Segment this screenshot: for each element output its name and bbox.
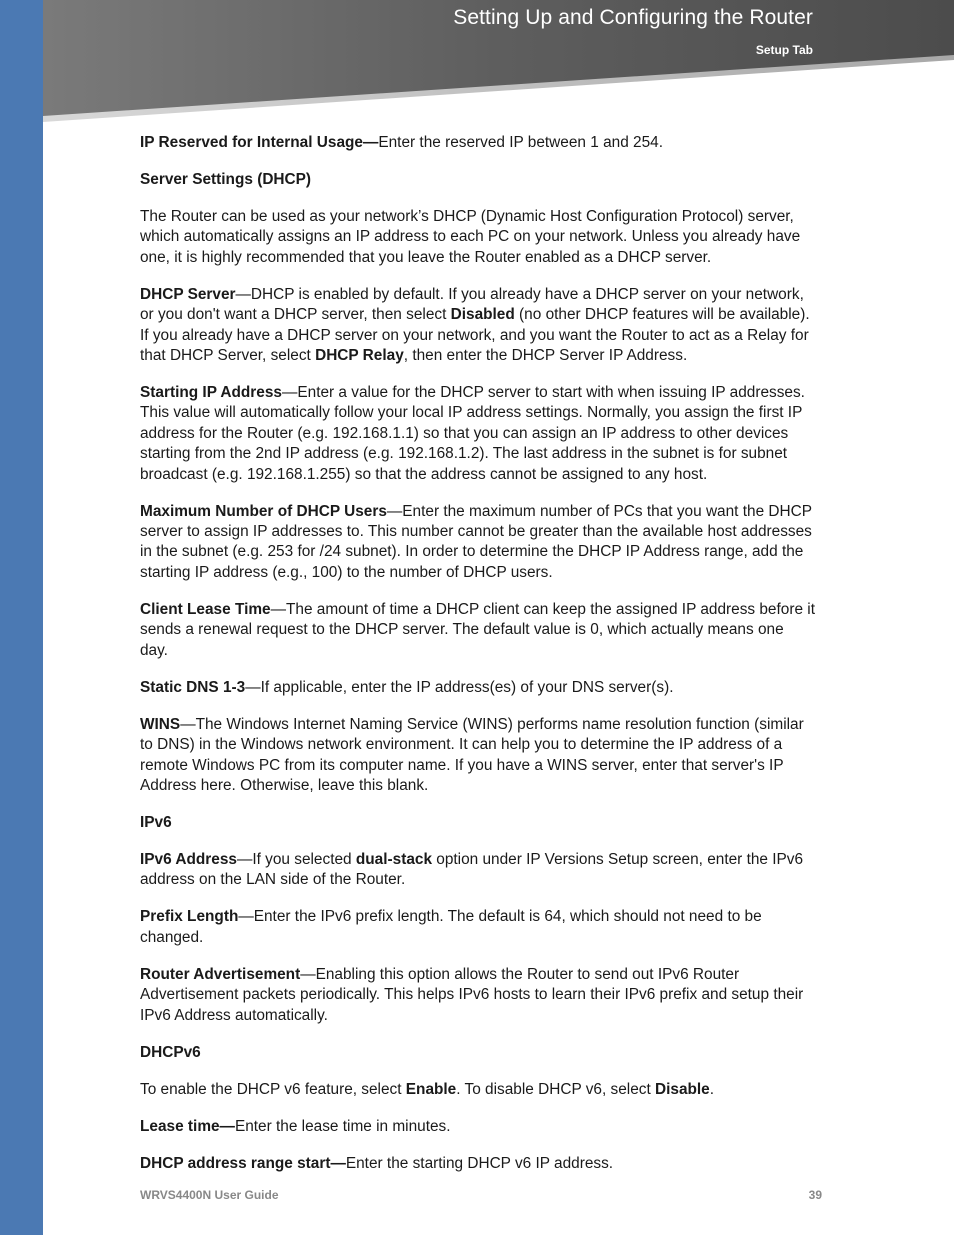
text-dhcpv6-1: To enable the DHCP v6 feature, select [140,1080,406,1098]
option-enable: Enable [405,1080,457,1098]
heading-dhcpv6 [140,1043,815,1063]
text-client-lease: —The amount of time a DHCP client can keep the assigned IP address before it sends a renewal request to the DHCP server. The default value is 0, which actually means one day. [140,600,815,659]
text-router-advertisement: —Enabling this option allows the Router to send out IPv6 Router Advertisement packets periodically. This helps IPv6 hosts to learn their IPv6 prefix and setup their IPv6 Address automatically. [140,965,804,1024]
paragraph-max-users [140,502,815,584]
text-starting-ip: —Enter a value for the DHCP server to start with when issuing IP addresses. This value will automatically follow your local IP address settings. Normally, you assign the first IP address for the Router (e.g. 192.168.1.1) so that you can assign an IP address to other devices starting from the 2nd IP address (e.g. 192.168.1.2). The last address in the subnet is for subnet broadcast (e.g. 192.168.1.255) so that the address cannot be assigned to any host. [140,384,805,483]
text-ip-reserved: Enter the reserved IP between 1 and 254. [378,134,663,151]
paragraph-ip-reserved [140,133,815,153]
text-ipv6-address-2: option under IP Versions Setup screen, enter the IPv6 address on the LAN side of the Router. [140,850,804,889]
text-static-dns: —If applicable, enter the IP address(es) of your DNS server(s). [245,678,674,696]
heading-ipv6-text: IPv6 [140,813,172,831]
paragraph-dhcp-server [140,285,815,367]
option-dhcp-relay: DHCP Relay [315,347,404,365]
page-body [140,133,815,1191]
term-static-dns: Static DNS 1-3 [140,678,246,696]
text-max-users: —Enter the maximum number of PCs that you want the DHCP server to assign IP addresses to. This number cannot be greater than the available host addresses in the subnet (e.g. 253 for /24 subnet). In order to determine the DHCP IP Address range, add the starting IP address (e.g., 100) to the number of DHCP users. [140,502,812,581]
text-wins: —The Windows Internet Naming Service (WINS) performs name resolution function (similar to DNS) in the Windows network environment. It can help you to determine the IP address of a remote Windows PC from its computer name. If you have a WINS server, enter that server's IP Address here. Otherwise, leave this blank. [140,715,804,794]
term-dhcp-server: DHCP Server [140,285,236,303]
paragraph-static-dns [140,678,815,698]
paragraph-lease-time [140,1117,815,1137]
heading-ipv6 [140,813,815,833]
side-color-bar [0,0,43,1235]
term-client-lease: Client Lease Time [140,600,271,618]
option-dual-stack: dual-stack [355,850,433,868]
footer-page-number: 39 [808,1188,822,1202]
text-dhcp-server-2: (no other DHCP features will be available). If you already have a DHCP server on your network, and you want the Router to act as a Relay for that DHCP Server, select [140,306,810,365]
footer-guide-title: WRVS4400N User Guide [140,1188,279,1202]
term-lease-time: Lease time— [140,1117,235,1135]
term-range-start: DHCP address range start— [140,1154,346,1172]
header-section-label: Setup Tab [755,43,813,57]
paragraph-ipv6-address [140,850,815,891]
paragraph-router-advertisement [140,965,815,1026]
text-range-start: Enter the starting DHCP v6 IP address. [345,1154,614,1172]
text-dhcpv6-2: . To disable DHCP v6, select [456,1080,655,1098]
text-prefix-length: —Enter the IPv6 prefix length. The default is 64, which should not need to be changed. [140,908,762,946]
option-disable: Disable [655,1080,710,1098]
paragraph-client-lease [140,600,815,661]
paragraph-wins [140,715,815,797]
header-title: Setting Up and Configuring the Router [453,6,813,29]
text-lease-time: Enter the lease time in minutes. [234,1117,451,1135]
term-router-advertisement: Router Advertisement [140,965,301,983]
heading-server-settings-text: Server Settings (DHCP) [140,171,312,188]
term-starting-ip: Starting IP Address [140,384,282,402]
term-wins: WINS [140,715,181,733]
heading-dhcpv6-text: DHCPv6 [140,1043,201,1061]
text-dhcp-server-3: , then enter the DHCP Server IP Address. [403,347,688,365]
paragraph-dhcp-intro: The Router can be used as your network’s DHCP (Dynamic Host Configuration Protocol) server, which automatically assigns an IP address to each PC on your network. Unless you already have one, it is highly recommended that you leave the Router enabled as a DHCP server. [140,208,801,266]
paragraph-prefix-length [140,907,815,948]
paragraph-dhcpv6-enable [140,1080,815,1100]
paragraph-range-start [140,1154,815,1174]
option-disabled: Disabled [450,306,515,324]
text-dhcpv6-3: . [709,1080,715,1098]
term-prefix-length: Prefix Length [140,908,239,926]
heading-server-settings [140,170,815,190]
text-dhcp-server-1: —DHCP is enabled by default. If you already have a DHCP server on your network, or you don't want a DHCP server, then select [140,285,804,324]
term-max-users: Maximum Number of DHCP Users [140,502,387,520]
page-header [43,0,954,122]
text-ipv6-address-1: —If you selected [236,850,356,868]
paragraph-starting-ip [140,383,815,485]
term-ip-reserved: IP Reserved for Internal Usage— [140,134,379,151]
term-ipv6-address: IPv6 Address [140,850,237,868]
